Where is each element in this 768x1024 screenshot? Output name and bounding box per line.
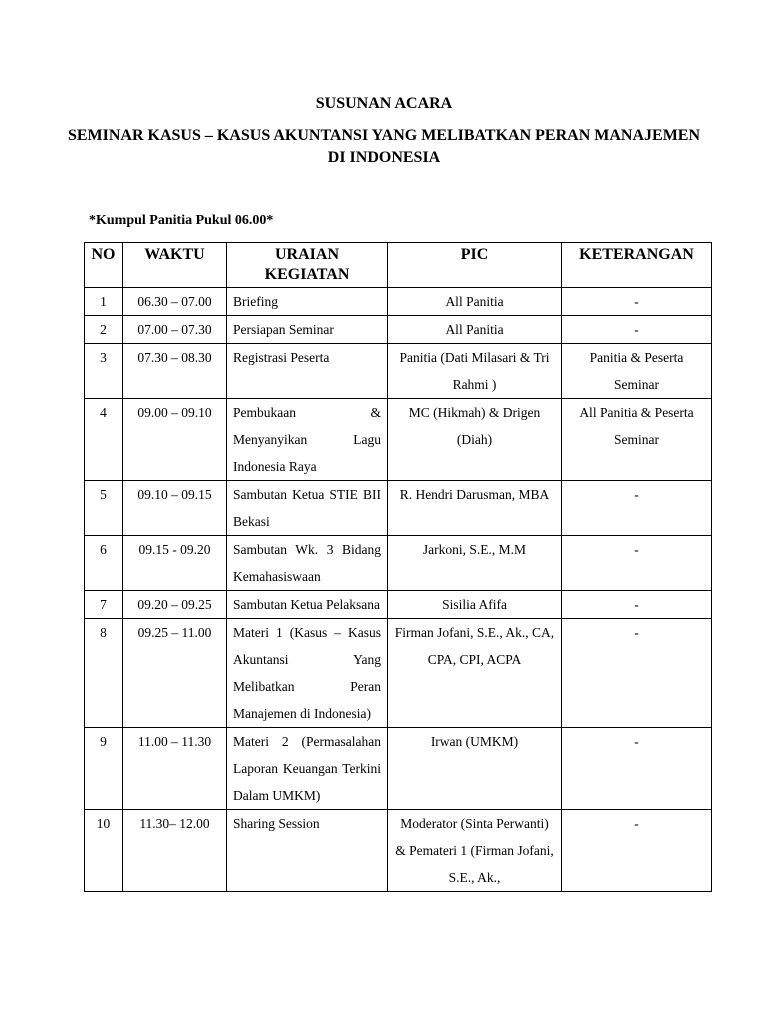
cell-pic: R. Hendri Darusman, MBA bbox=[388, 481, 562, 536]
cell-pic: Firman Jofani, S.E., Ak., CA, CPA, CPI, ACPA bbox=[388, 619, 562, 728]
document-title: SUSUNAN ACARA bbox=[315, 95, 453, 112]
header-keterangan: KETERANGAN bbox=[562, 243, 712, 288]
table-header-row bbox=[85, 243, 712, 288]
cell-keterangan: - bbox=[562, 288, 712, 316]
document-subtitle: SEMINAR KASUS – KASUS AKUNTANSI YANG MELIBATKAN PERAN MANAJEMEN DI INDONESIA bbox=[67, 127, 701, 166]
cell-uraian: Materi 2 (Permasalahan Laporan Keuangan Terkini Dalam UMKM) bbox=[227, 728, 388, 810]
cell-uraian: Pembukaan & Menyanyikan Lagu Indonesia Raya bbox=[227, 399, 388, 481]
cell-keterangan: All Panitia & Peserta Seminar bbox=[562, 399, 712, 481]
header-no: NO bbox=[85, 243, 123, 288]
table-row bbox=[85, 619, 712, 728]
cell-waktu: 07.30 – 08.30 bbox=[123, 344, 227, 399]
cell-uraian: Registrasi Peserta bbox=[227, 344, 388, 399]
cell-keterangan: - bbox=[562, 316, 712, 344]
cell-no: 3 bbox=[85, 344, 123, 399]
cell-uraian: Sambutan Ketua STIE BII Bekasi bbox=[227, 481, 388, 536]
cell-no: 4 bbox=[85, 399, 123, 481]
cell-keterangan: - bbox=[562, 536, 712, 591]
cell-no: 6 bbox=[85, 536, 123, 591]
cell-no: 1 bbox=[85, 288, 123, 316]
table-row bbox=[85, 536, 712, 591]
cell-no: 9 bbox=[85, 728, 123, 810]
cell-uraian: Sharing Session bbox=[227, 810, 388, 892]
header-pic: PIC bbox=[388, 243, 562, 288]
cell-pic: Irwan (UMKM) bbox=[388, 728, 562, 810]
cell-waktu: 07.00 – 07.30 bbox=[123, 316, 227, 344]
cell-pic: All Panitia bbox=[388, 316, 562, 344]
cell-pic: Jarkoni, S.E., M.M bbox=[388, 536, 562, 591]
cell-keterangan: - bbox=[562, 810, 712, 892]
table-row bbox=[85, 344, 712, 399]
cell-keterangan: - bbox=[562, 591, 712, 619]
cell-waktu: 09.10 – 09.15 bbox=[123, 481, 227, 536]
cell-pic: Panitia (Dati Milasari & Tri Rahmi ) bbox=[388, 344, 562, 399]
gathering-note: *Kumpul Panitia Pukul 06.00* bbox=[89, 213, 274, 228]
table-row bbox=[85, 810, 712, 892]
header-waktu: WAKTU bbox=[123, 243, 227, 288]
cell-no: 8 bbox=[85, 619, 123, 728]
cell-no: 2 bbox=[85, 316, 123, 344]
cell-uraian: Persiapan Seminar bbox=[227, 316, 388, 344]
table-row bbox=[85, 288, 712, 316]
cell-waktu: 06.30 – 07.00 bbox=[123, 288, 227, 316]
schedule-table bbox=[84, 242, 712, 892]
cell-waktu: 09.20 – 09.25 bbox=[123, 591, 227, 619]
cell-keterangan: - bbox=[562, 619, 712, 728]
cell-uraian: Sambutan Ketua Pelaksana bbox=[227, 591, 388, 619]
cell-uraian: Sambutan Wk. 3 Bidang Kemahasiswaan bbox=[227, 536, 388, 591]
cell-no: 5 bbox=[85, 481, 123, 536]
cell-waktu: 09.00 – 09.10 bbox=[123, 399, 227, 481]
cell-pic: All Panitia bbox=[388, 288, 562, 316]
cell-keterangan: - bbox=[562, 481, 712, 536]
cell-keterangan: - bbox=[562, 728, 712, 810]
cell-waktu: 09.25 – 11.00 bbox=[123, 619, 227, 728]
table-row bbox=[85, 399, 712, 481]
cell-waktu: 11.30– 12.00 bbox=[123, 810, 227, 892]
cell-no: 7 bbox=[85, 591, 123, 619]
table-row bbox=[85, 316, 712, 344]
cell-uraian: Briefing bbox=[227, 288, 388, 316]
table-row bbox=[85, 728, 712, 810]
cell-waktu: 11.00 – 11.30 bbox=[123, 728, 227, 810]
header-uraian-kegiatan: URAIAN KEGIATAN bbox=[227, 243, 388, 288]
table-row bbox=[85, 481, 712, 536]
cell-keterangan: Panitia & Peserta Seminar bbox=[562, 344, 712, 399]
cell-no: 10 bbox=[85, 810, 123, 892]
cell-pic: Sisilia Afifa bbox=[388, 591, 562, 619]
cell-pic: Moderator (Sinta Perwanti) & Pemateri 1 (Firman Jofani, S.E., Ak., bbox=[388, 810, 562, 892]
cell-uraian: Materi 1 (Kasus – Kasus Akuntansi Yang Melibatkan Peran Manajemen di Indonesia) bbox=[227, 619, 388, 728]
table-row bbox=[85, 591, 712, 619]
cell-waktu: 09.15 - 09.20 bbox=[123, 536, 227, 591]
cell-pic: MC (Hikmah) & Drigen (Diah) bbox=[388, 399, 562, 481]
